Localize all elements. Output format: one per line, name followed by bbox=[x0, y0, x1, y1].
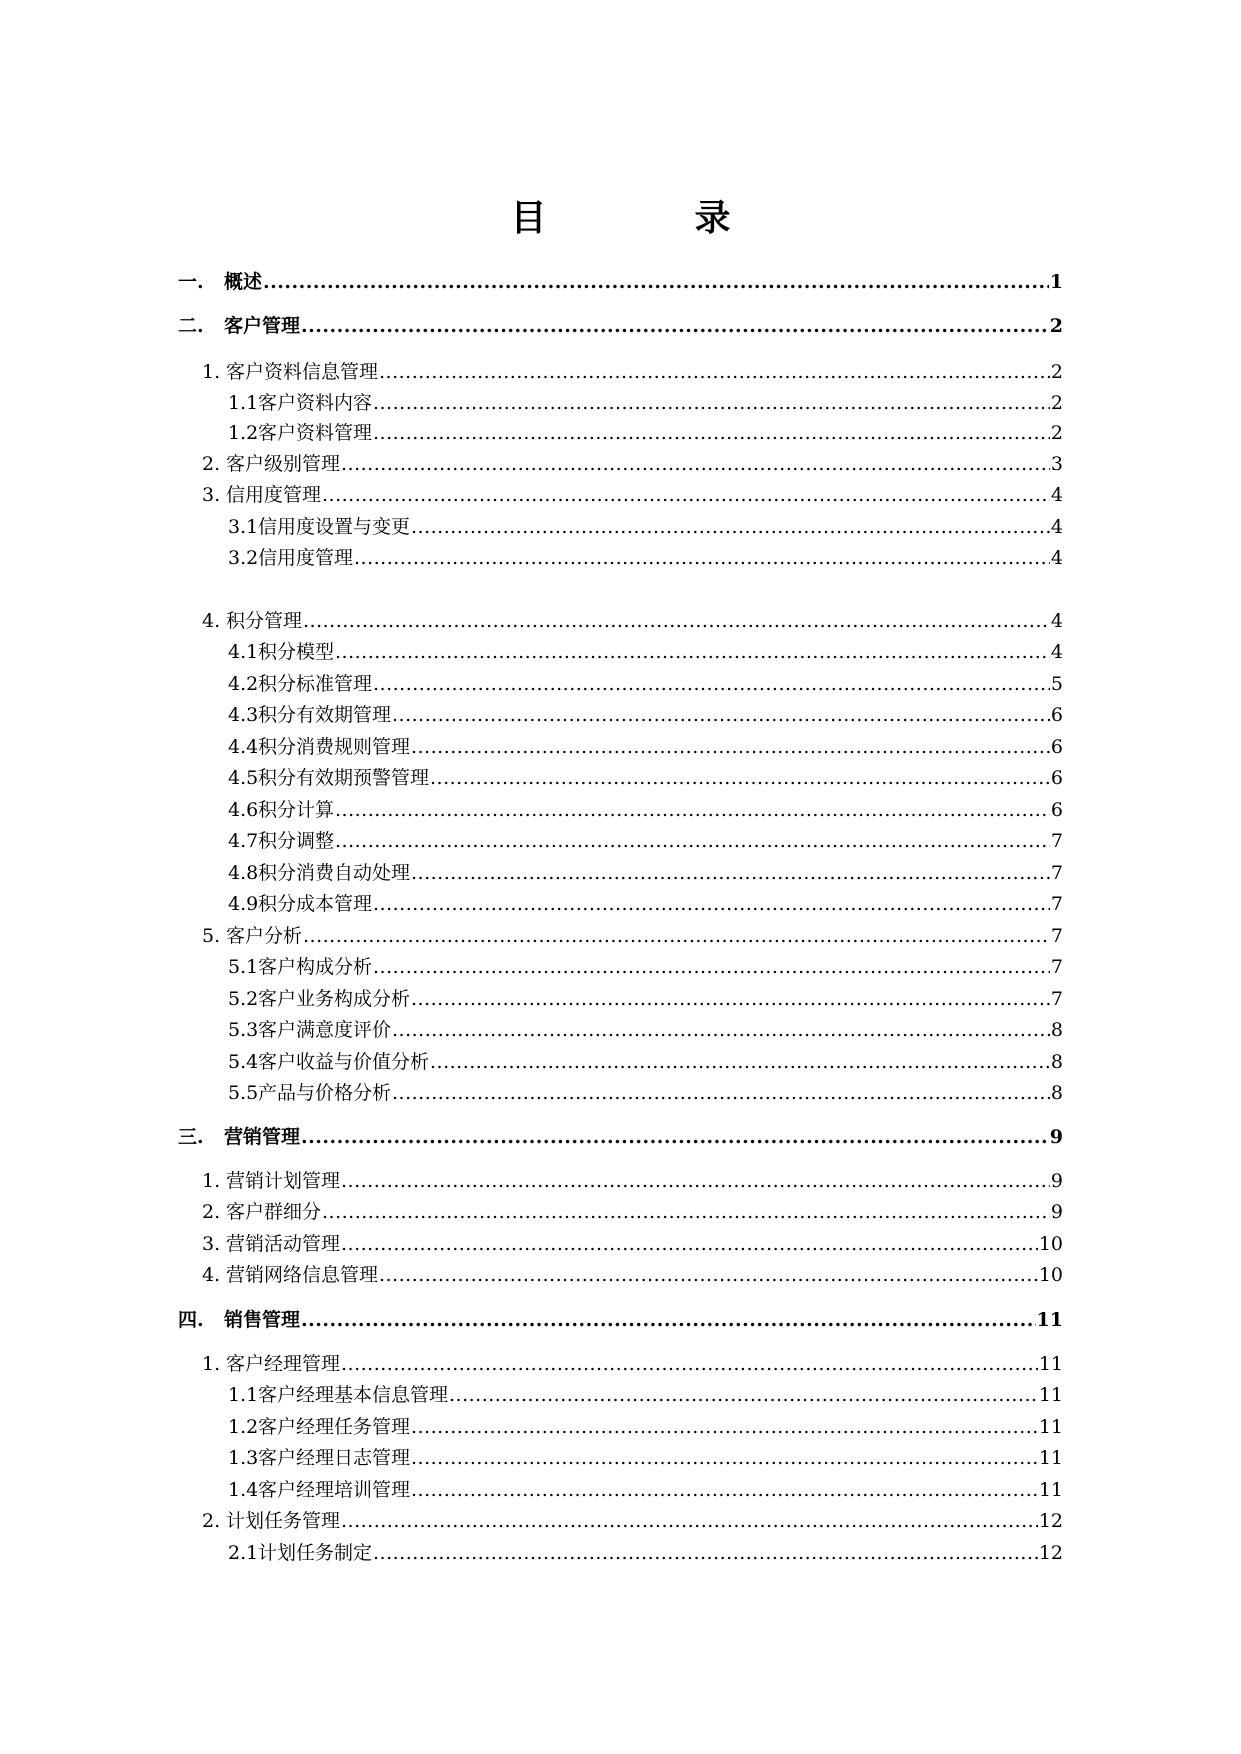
toc-entry-title: 客户资料内容 bbox=[258, 392, 373, 414]
toc-entry-title: 客户群细分 bbox=[226, 1201, 322, 1223]
dot-leader bbox=[301, 1125, 1049, 1149]
toc-entry-number: 1.2 bbox=[228, 1416, 259, 1438]
page-title: 目 录 bbox=[510, 197, 787, 239]
dot-leader bbox=[411, 987, 1050, 1011]
toc-entry-title: 积分消费自动处理 bbox=[258, 862, 411, 884]
toc-entry[interactable] bbox=[202, 1509, 1063, 1533]
toc-entry-title: 计划任务制定 bbox=[258, 1542, 373, 1564]
toc-entry-number: 4.7 bbox=[228, 830, 259, 852]
toc-entry-page-number: 7 bbox=[1050, 893, 1063, 915]
dot-leader bbox=[392, 703, 1050, 727]
toc-entry-title: 客户管理 bbox=[224, 315, 301, 337]
toc-entry[interactable] bbox=[228, 798, 1063, 822]
toc-entry-number: 4.6 bbox=[228, 799, 259, 821]
toc-entry-title: 积分有效期管理 bbox=[258, 704, 392, 726]
dot-leader bbox=[341, 1352, 1038, 1376]
toc-entry-title: 客户满意度评价 bbox=[258, 1019, 392, 1041]
toc-entry-page-number: 2 bbox=[1050, 422, 1063, 444]
dot-leader bbox=[411, 1478, 1038, 1502]
dot-leader bbox=[373, 955, 1050, 979]
toc-entry[interactable] bbox=[228, 1415, 1063, 1439]
toc-entry[interactable] bbox=[202, 1169, 1063, 1193]
toc-entry-page-number: 7 bbox=[1050, 862, 1063, 884]
toc-entry-title: 积分管理 bbox=[226, 610, 303, 632]
toc-entry-number: 2. bbox=[202, 453, 221, 475]
toc-entry[interactable] bbox=[228, 1541, 1063, 1565]
toc-entry-title: 销售管理 bbox=[224, 1309, 301, 1331]
toc-entry-page-number: 9 bbox=[1050, 1201, 1063, 1223]
toc-entry-title: 信用度设置与变更 bbox=[258, 516, 411, 538]
dot-leader bbox=[263, 270, 1049, 294]
toc-entry-page-number: 9 bbox=[1049, 1126, 1063, 1148]
toc-entry-number: 4.2 bbox=[228, 673, 259, 695]
dot-leader bbox=[341, 1232, 1038, 1256]
dot-leader bbox=[341, 1169, 1050, 1193]
toc-entry-page-number: 3 bbox=[1050, 453, 1063, 475]
toc-entry[interactable] bbox=[228, 955, 1063, 979]
toc-entry-number: 2. bbox=[202, 1510, 221, 1532]
toc-entry-number: 1. bbox=[202, 361, 221, 383]
toc-entry-page-number: 2 bbox=[1050, 361, 1063, 383]
toc-entry-number: 4.9 bbox=[228, 893, 259, 915]
toc-entry-page-number: 4 bbox=[1050, 484, 1063, 506]
toc-entry-page-number: 7 bbox=[1050, 956, 1063, 978]
toc-entry-title: 客户收益与价值分析 bbox=[258, 1051, 430, 1073]
dot-leader bbox=[335, 829, 1050, 853]
toc-entry-title: 客户经理管理 bbox=[226, 1353, 341, 1375]
toc-entry-number: 四. bbox=[178, 1309, 204, 1331]
toc-entry[interactable] bbox=[178, 1308, 1063, 1332]
toc-entry-title: 积分调整 bbox=[258, 830, 335, 852]
toc-entry-number: 4. bbox=[202, 610, 221, 632]
toc-entry-page-number: 8 bbox=[1050, 1082, 1063, 1104]
toc-entry-number: 3. bbox=[202, 1233, 221, 1255]
dot-leader bbox=[430, 1050, 1050, 1074]
toc-entry[interactable] bbox=[228, 1081, 1063, 1105]
toc-entry[interactable] bbox=[228, 1446, 1063, 1470]
dot-leader bbox=[379, 360, 1050, 384]
toc-entry-page-number: 7 bbox=[1050, 830, 1063, 852]
toc-entry-page-number: 11 bbox=[1036, 1309, 1063, 1331]
dot-leader bbox=[392, 1018, 1050, 1042]
toc-entry-title: 积分计算 bbox=[258, 799, 335, 821]
toc-entry-title: 客户资料信息管理 bbox=[226, 361, 379, 383]
toc-entry-title: 营销活动管理 bbox=[226, 1233, 341, 1255]
toc-entry[interactable] bbox=[178, 270, 1063, 294]
toc-entry-number: 1. bbox=[202, 1170, 221, 1192]
toc-entry-number: 5.2 bbox=[228, 988, 259, 1010]
toc-entry-page-number: 4 bbox=[1050, 516, 1063, 538]
toc-entry-page-number: 6 bbox=[1050, 799, 1063, 821]
toc-entry-number: 3.2 bbox=[228, 547, 259, 569]
toc-entry-title: 客户经理培训管理 bbox=[258, 1479, 411, 1501]
toc-entry-title: 营销计划管理 bbox=[226, 1170, 341, 1192]
toc-entry[interactable] bbox=[228, 391, 1063, 415]
toc-entry-number: 1. bbox=[202, 1353, 221, 1375]
toc-entry-number: 5.5 bbox=[228, 1082, 259, 1104]
toc-entry-title: 信用度管理 bbox=[258, 547, 354, 569]
toc-entry-page-number: 11 bbox=[1038, 1447, 1063, 1469]
toc-entry-number: 2.1 bbox=[228, 1542, 259, 1564]
toc-entry-page-number: 1 bbox=[1049, 271, 1063, 293]
toc-entry[interactable] bbox=[228, 672, 1063, 696]
toc-entry-page-number: 8 bbox=[1050, 1051, 1063, 1073]
toc-entry[interactable] bbox=[202, 1200, 1063, 1224]
dot-leader bbox=[373, 1541, 1038, 1565]
toc-entry-page-number: 11 bbox=[1038, 1384, 1063, 1406]
dot-leader bbox=[303, 924, 1050, 948]
dot-leader bbox=[411, 735, 1050, 759]
toc-entry[interactable] bbox=[228, 1018, 1063, 1042]
toc-entry-title: 产品与价格分析 bbox=[258, 1082, 392, 1104]
dot-leader bbox=[373, 421, 1050, 445]
dot-leader bbox=[411, 1446, 1038, 1470]
toc-entry-page-number: 12 bbox=[1038, 1510, 1063, 1532]
toc-entry[interactable] bbox=[228, 861, 1063, 885]
toc-entry-title: 计划任务管理 bbox=[226, 1510, 341, 1532]
toc-entry[interactable] bbox=[202, 1263, 1063, 1287]
toc-entry[interactable] bbox=[228, 829, 1063, 853]
dot-leader bbox=[411, 515, 1050, 539]
toc-entry-number: 4.8 bbox=[228, 862, 259, 884]
toc-entry[interactable] bbox=[202, 924, 1063, 948]
toc-entry[interactable] bbox=[228, 703, 1063, 727]
dot-leader bbox=[379, 1263, 1038, 1287]
dot-leader bbox=[392, 1081, 1050, 1105]
toc-entry-title: 积分模型 bbox=[258, 641, 335, 663]
toc-entry-number: 4.5 bbox=[228, 767, 259, 789]
dot-leader bbox=[322, 1200, 1050, 1224]
toc-entry-page-number: 7 bbox=[1050, 925, 1063, 947]
toc-entry[interactable] bbox=[202, 1232, 1063, 1256]
dot-leader bbox=[449, 1383, 1038, 1407]
toc-entry-page-number: 7 bbox=[1050, 988, 1063, 1010]
toc-entry-number: 4. bbox=[202, 1264, 221, 1286]
toc-entry-number: 1.1 bbox=[228, 392, 259, 414]
dot-leader bbox=[301, 314, 1049, 338]
toc-entry[interactable] bbox=[228, 766, 1063, 790]
toc-entry-number: 4.1 bbox=[228, 641, 259, 663]
toc-entry-number: 1.3 bbox=[228, 1447, 259, 1469]
toc-entry-number: 3.1 bbox=[228, 516, 259, 538]
dot-leader bbox=[373, 391, 1050, 415]
toc-entry-number: 二. bbox=[178, 315, 204, 337]
toc-entry-page-number: 4 bbox=[1050, 610, 1063, 632]
toc-entry-number: 三. bbox=[178, 1126, 204, 1148]
toc-entry-page-number: 2 bbox=[1050, 392, 1063, 414]
toc-entry[interactable] bbox=[202, 1352, 1063, 1376]
toc-entry-title: 信用度管理 bbox=[226, 484, 322, 506]
toc-entry-title: 客户资料管理 bbox=[258, 422, 373, 444]
dot-leader bbox=[335, 798, 1050, 822]
toc-entry-page-number: 11 bbox=[1038, 1479, 1063, 1501]
toc-entry[interactable] bbox=[228, 735, 1063, 759]
toc-entry[interactable] bbox=[228, 892, 1063, 916]
dot-leader bbox=[301, 1308, 1036, 1332]
toc-entry-page-number: 6 bbox=[1050, 767, 1063, 789]
dot-leader bbox=[341, 1509, 1038, 1533]
toc-entry-page-number: 11 bbox=[1038, 1353, 1063, 1375]
dot-leader bbox=[322, 483, 1050, 507]
toc-entry-number: 5.1 bbox=[228, 956, 259, 978]
toc-entry-title: 积分标准管理 bbox=[258, 673, 373, 695]
toc-entry-page-number: 11 bbox=[1038, 1416, 1063, 1438]
toc-entry-page-number: 10 bbox=[1038, 1233, 1063, 1255]
toc-entry-title: 积分有效期预警管理 bbox=[258, 767, 430, 789]
dot-leader bbox=[411, 1415, 1038, 1439]
toc-entry-page-number: 4 bbox=[1050, 547, 1063, 569]
toc-entry-title: 积分消费规则管理 bbox=[258, 736, 411, 758]
toc-entry-title: 营销网络信息管理 bbox=[226, 1264, 379, 1286]
toc-entry-page-number: 4 bbox=[1050, 641, 1063, 663]
toc-entry-page-number: 6 bbox=[1050, 736, 1063, 758]
toc-entry[interactable] bbox=[202, 360, 1063, 384]
toc-entry-page-number: 8 bbox=[1050, 1019, 1063, 1041]
toc-entry-title: 营销管理 bbox=[224, 1126, 301, 1148]
toc-entry-title: 积分成本管理 bbox=[258, 893, 373, 915]
toc-entry[interactable] bbox=[228, 546, 1063, 570]
toc-entry-number: 一. bbox=[178, 271, 204, 293]
toc-entry[interactable] bbox=[178, 1125, 1063, 1149]
toc-entry-page-number: 6 bbox=[1050, 704, 1063, 726]
toc-entry[interactable] bbox=[202, 609, 1063, 633]
toc-entry-number: 4.3 bbox=[228, 704, 259, 726]
toc-entry[interactable] bbox=[228, 1050, 1063, 1074]
toc-entry-number: 2. bbox=[202, 1201, 221, 1223]
toc-entry-title: 客户业务构成分析 bbox=[258, 988, 411, 1010]
dot-leader bbox=[303, 609, 1050, 633]
toc-entry-page-number: 5 bbox=[1050, 673, 1063, 695]
toc-entry-title: 客户分析 bbox=[226, 925, 303, 947]
toc-entry[interactable] bbox=[228, 987, 1063, 1011]
toc-entry-title: 客户经理任务管理 bbox=[258, 1416, 411, 1438]
toc-entry-number: 3. bbox=[202, 484, 221, 506]
toc-entry-title: 客户构成分析 bbox=[258, 956, 373, 978]
toc-entry-title: 客户经理基本信息管理 bbox=[258, 1384, 449, 1406]
toc-entry-number: 1.2 bbox=[228, 422, 259, 444]
dot-leader bbox=[341, 452, 1050, 476]
toc-entry-title: 概述 bbox=[224, 271, 263, 293]
toc-entry-number: 1.4 bbox=[228, 1479, 259, 1501]
toc-entry-number: 5. bbox=[202, 925, 221, 947]
toc-entry-number: 4.4 bbox=[228, 736, 259, 758]
toc-entry-title: 客户经理日志管理 bbox=[258, 1447, 411, 1469]
dot-leader bbox=[373, 672, 1050, 696]
toc-entry[interactable] bbox=[202, 452, 1063, 476]
toc-entry[interactable] bbox=[228, 421, 1063, 445]
toc-entry[interactable] bbox=[178, 314, 1063, 338]
toc-entry-number: 5.3 bbox=[228, 1019, 259, 1041]
dot-leader bbox=[430, 766, 1050, 790]
toc-entry[interactable] bbox=[228, 515, 1063, 539]
toc-entry-page-number: 9 bbox=[1050, 1170, 1063, 1192]
toc-entry-number: 5.4 bbox=[228, 1051, 259, 1073]
dot-leader bbox=[354, 546, 1050, 570]
toc-entry-page-number: 10 bbox=[1038, 1264, 1063, 1286]
toc-entry-title: 客户级别管理 bbox=[226, 453, 341, 475]
toc-entry[interactable] bbox=[228, 1383, 1063, 1407]
toc-entry-number: 1.1 bbox=[228, 1384, 259, 1406]
toc-entry[interactable] bbox=[228, 640, 1063, 664]
dot-leader bbox=[411, 861, 1050, 885]
dot-leader bbox=[373, 892, 1050, 916]
toc-entry[interactable] bbox=[202, 483, 1063, 507]
toc-entry[interactable] bbox=[228, 1478, 1063, 1502]
toc-entry-page-number: 12 bbox=[1038, 1542, 1063, 1564]
dot-leader bbox=[335, 640, 1050, 664]
toc-entry-page-number: 2 bbox=[1049, 315, 1063, 337]
